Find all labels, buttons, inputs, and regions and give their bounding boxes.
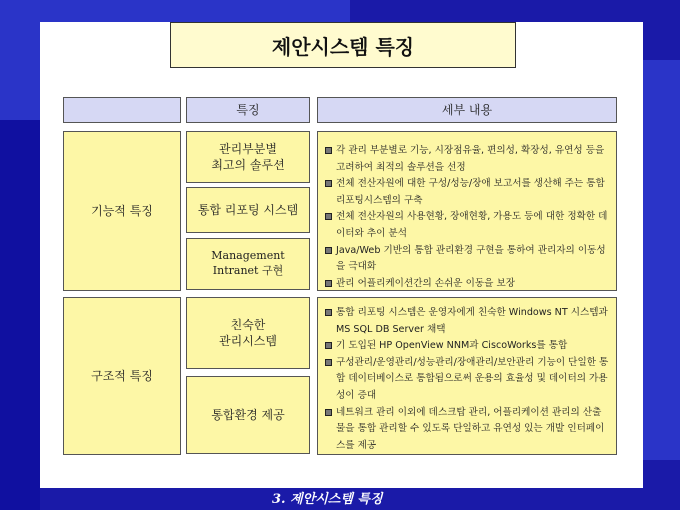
header-feature: 특징	[186, 97, 310, 123]
detail-item: 각 관리 부분별로 기능, 시장점유율, 편의성, 확장성, 유연성 등을 고려하여 최적의 솔루션을 선정	[325, 143, 610, 176]
feature-integrated-reporting: 통합 리포팅 시스템	[186, 187, 310, 233]
feature-integrated-environment: 통합환경 제공	[186, 376, 310, 454]
bg-panel-top	[40, 0, 350, 22]
category-functional: 기능적 특징	[63, 131, 181, 291]
detail-item: 기 도입된 HP OpenView NNM과 CiscoWorks를 통합	[325, 338, 610, 355]
feature-management-intranet: Management Intranet 구현	[186, 238, 310, 290]
header-blank	[63, 97, 181, 123]
detail-item: 전체 전산자원에 대한 구성/성능/장애 보고서를 생산해 주는 통합리포팅시스템의 구축	[325, 176, 610, 209]
footer-caption: 3. 제안시스템 특징	[272, 492, 383, 507]
bg-panel-right	[643, 60, 680, 460]
detail-item: 전체 전산자원의 사용현황, 장애현황, 가용도 등에 대한 정확한 데이터와 추이 분석	[325, 209, 610, 242]
page-title: 제안시스템 특징	[170, 22, 516, 68]
structural-details	[317, 297, 617, 455]
detail-item: Java/Web 기반의 통합 관리환경 구현을 통하여 관리자의 이동성을 극대화	[325, 243, 610, 276]
detail-item: 네트워크 관리 이외에 데스크탑 관리, 어플리케이션 관리의 산출물을 통합 관리할 수 있도록 단일하고 유연성 있는 개발 인터페이스를 제공	[325, 405, 610, 455]
detail-item: 관리 어플리케이션간의 손쉬운 이동을 보장	[325, 276, 610, 293]
bg-panel-left	[0, 120, 40, 510]
bg-panel-left-top	[0, 0, 40, 120]
header-detail: 세부 내용	[317, 97, 617, 123]
feature-best-solution: 관리부분별 최고의 솔루션	[186, 131, 310, 183]
feature-friendly-system: 친숙한 관리시스템	[186, 297, 310, 369]
detail-item: 구성관리/운영관리/성능관리/장애관리/보안관리 기능이 단일한 통합 데이터베이스로 통합됨으로써 운용의 효율성 및 데이터의 가용성이 증대	[325, 355, 610, 405]
detail-item: 통합 리포팅 시스템은 운영자에게 친숙한 Windows NT 시스템과 MS SQL DB Server 채택	[325, 305, 610, 338]
category-structural: 구조적 특징	[63, 297, 181, 455]
functional-details	[317, 131, 617, 291]
